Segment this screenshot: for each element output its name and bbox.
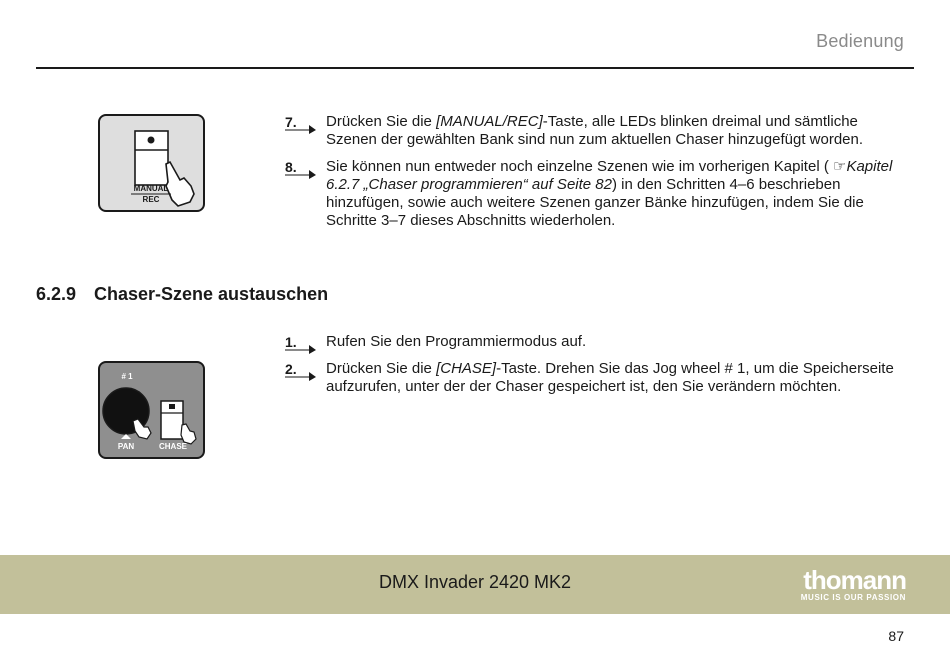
- step-arrow-icon: [285, 344, 317, 354]
- step-number: 8.: [285, 159, 297, 175]
- manual-label: MANUAL: [133, 184, 169, 193]
- header-divider: [36, 67, 914, 69]
- chase-label: CHASE: [158, 442, 188, 451]
- section-number: 6.2.9: [36, 284, 77, 304]
- header-title: Bedienung: [816, 31, 904, 51]
- step-1: [285, 333, 905, 351]
- footer-product-name: DMX Invader 2420 MK2: [378, 572, 572, 592]
- step-8: [285, 158, 905, 230]
- step-number: 1.: [285, 334, 297, 350]
- step-text: Sie können nun entweder noch einzelne Szenen wie im vorherigen Kapitel ( ☞Kapitel 6.2.7 „Chaser programmieren“ auf Seite 82) in den Schritten 4–6 beschrieben hinzufügen, sowie auch weitere Szenen ganzer Bänke hinzufügen, indem Sie die Schritte 3–7 dieses Abschnitts wiederholen.: [326, 158, 893, 229]
- step-arrow-icon: [285, 169, 317, 179]
- brand-name: thomann: [803, 565, 906, 595]
- brand-tagline: MUSIC IS OUR PASSION: [800, 593, 906, 602]
- section-heading: [36, 284, 328, 305]
- pointing-hand-icon: ☞: [832, 158, 847, 175]
- key-reference: [CHASE]: [436, 360, 497, 377]
- step-arrow-icon: [285, 371, 317, 381]
- pan-label: PAN: [117, 442, 135, 451]
- key-reference: [MANUAL/REC]: [436, 113, 543, 130]
- step-number: 7.: [285, 114, 297, 130]
- step-2: [285, 360, 905, 396]
- step-7: [285, 113, 905, 149]
- step-number: 2.: [285, 361, 297, 377]
- step-arrow-icon: [285, 124, 317, 134]
- step-text: Rufen Sie den Programmiermodus auf.: [326, 333, 587, 350]
- step-text: Drücken Sie die [CHASE]-Taste. Drehen Sie das Jog wheel # 1, um die Speicherseite aufzurufen, unter der der Chaser gespeichert ist, den Sie verändern möchten.: [326, 360, 894, 395]
- jog-wheel-chase-illustration: [98, 361, 205, 459]
- rec-label: REC: [142, 195, 160, 204]
- chapter-link[interactable]: Kapitel 6.2.7 „Chaser programmieren“ auf Seite 82: [326, 158, 893, 193]
- page-number: 87: [888, 628, 904, 644]
- step-text: Drücken Sie die [MANUAL/REC]-Taste, alle LEDs blinken dreimal und sämtliche Szenen der gewählten Bank sind nun zum aktuellen Chaser hinzugefügt worden.: [326, 113, 864, 148]
- section-title: Chaser-Szene austauschen: [94, 284, 329, 304]
- jog-number-label: # 1: [121, 372, 133, 381]
- brand-logo: [801, 567, 906, 603]
- manual-rec-button-illustration: [98, 114, 205, 212]
